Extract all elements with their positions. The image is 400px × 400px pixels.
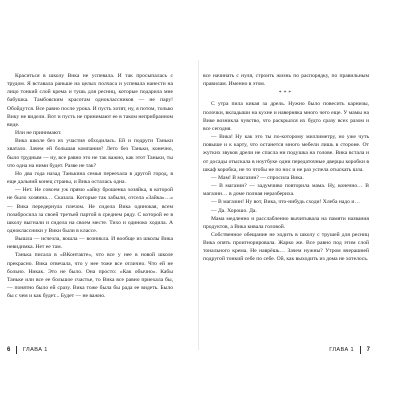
- footer-divider: [360, 346, 361, 354]
- left-paragraph-6: Вышла — исчезла, вошла — возникла. И вообще из школы Вика невидимка. Нет ее там.: [7, 236, 173, 251]
- left-paragraph-2: Или не принимают.: [15, 130, 62, 137]
- left-page-number: 6: [7, 347, 11, 353]
- left-paragraph-5: — Нет. Не совсем уж прямо «айку брошенка хозяйка, в которой не было хозяина… Сказала. Которые так забыли, отсела «Зайка»…» — Вика передернула плечом. Не сидела Вика одинокая, всем позабросила за своей третьей партой в среднем ряду. С которой ее в школу выгнали и сидела на своем месте. Тихо и одиноко ходила. А одноклассники у Вики были в классе.: [7, 187, 173, 234]
- right-paragraph-4: — Мам! В магазин? — спросила Вика.: [211, 174, 304, 181]
- right-paragraph-9: Собственное обещание не ходить в школу с трушей для ресниц Вика опять проигнорировала. Жарко же. Все равно под этим слой тонального крема. Не наврёшь… Зачем нужны? Утром вчерашней подругой тонкий себе по себе. Ой, как выходить из дома не хотелось.: [203, 231, 369, 263]
- footer-divider: [16, 346, 17, 354]
- section-separator: ***: [278, 90, 294, 97]
- left-chapter-label: ГЛАВА 1: [22, 347, 48, 353]
- right-paragraph-2: С утра пила кикая за дрель. Нужно было повесить карнизы, полочки, вкладыши на кухне и наверняка много чего еще. У мамы на Вике возникла чувство, что раскрылся их будто сразу всех разом и все сегодня.: [203, 101, 369, 132]
- right-paragraph-1: все начинать с нуля, строить жизнь по распорядку, по правильным правилам. Именно в этом.: [203, 73, 369, 88]
- right-footer: [300, 346, 370, 354]
- left-footer: [7, 346, 48, 354]
- right-paragraph-3: — Вика! Ну как это ты по-которому миллиметру, но уже чуть повыше и к карту, что останется много мебели лишь в стороне. От жутких звуков дрели не спасла ни подушка на голове. Вика встала и от досады отыскала в ноутбуке одни передаточные дверцы коробки в шкаф коробка, не то чтобы не по нос и не раз успела отыскать шла.: [203, 134, 369, 173]
- right-paragraph-6: — В магазин! Ну вот, Вика, что-нибудь сходи! Хлеба надо и…: [211, 199, 360, 206]
- left-paragraph-1: Краситься в школу Вика не успевала. И так просыпалась с трудом. Я вставала раньше на целых полчаса и успевала нанести на лицо тонкий слой крема и тушь для ресниц, которые подарила мне бабушка. Тамбовским красотам одноклассников — не пару! Обойдутся. Все равно после урока. И пусть хотят, ну, я потом, только Вику не видели. Вот и пусть не принимают ее в таком неприбранном виде.: [7, 73, 173, 128]
- left-page: [7, 72, 173, 300]
- left-paragraph-7: Танька писала в «ВКонтакте», что все у нее в новой школе прекрасно. Вика отвечала, что у нее тоже все отлично. Что ей не больно. Никак. Это не было. Она просто: «Как обычно». Кабы Таньке или все ее большое счастье, то Вика все равно приехала бы, — понятно было ей сразу. Вика тоже была бы рада ее видеть. Было бы с чем и как будет... Будет — не важно.: [7, 252, 173, 300]
- left-paragraph-3: Вика школе без их участия обходилась. Ей и подруги Таньки хватало. Зачем ей большая компания? Лето без Таньки, конечно, было трудным — ну, все равно это не так важно, как этот Таньки, ты что одна на ними будет. Разве не так?: [7, 138, 173, 169]
- right-page-number: 7: [366, 347, 370, 353]
- gutter: [198, 60, 199, 350]
- right-paragraph-7: — Да. Хорошо. Да.: [211, 207, 257, 214]
- left-paragraph-4: Но два года назад Танькина семья переехала в другой город, в еще дальний конец страны, и Вика осталась одна.: [7, 170, 173, 186]
- right-chapter-label: ГЛАВА 1: [329, 347, 355, 353]
- right-paragraph-8: Мама медленно и расслабленно вычитывала на памяти названия продуктов, а Вика кивала головой.: [203, 215, 369, 230]
- right-page: [203, 72, 369, 264]
- right-paragraph-5: — В магазин? — задумчиво повторила мама. Ну, конечно… В магазин… в доме полная неразбериха.: [203, 183, 369, 198]
